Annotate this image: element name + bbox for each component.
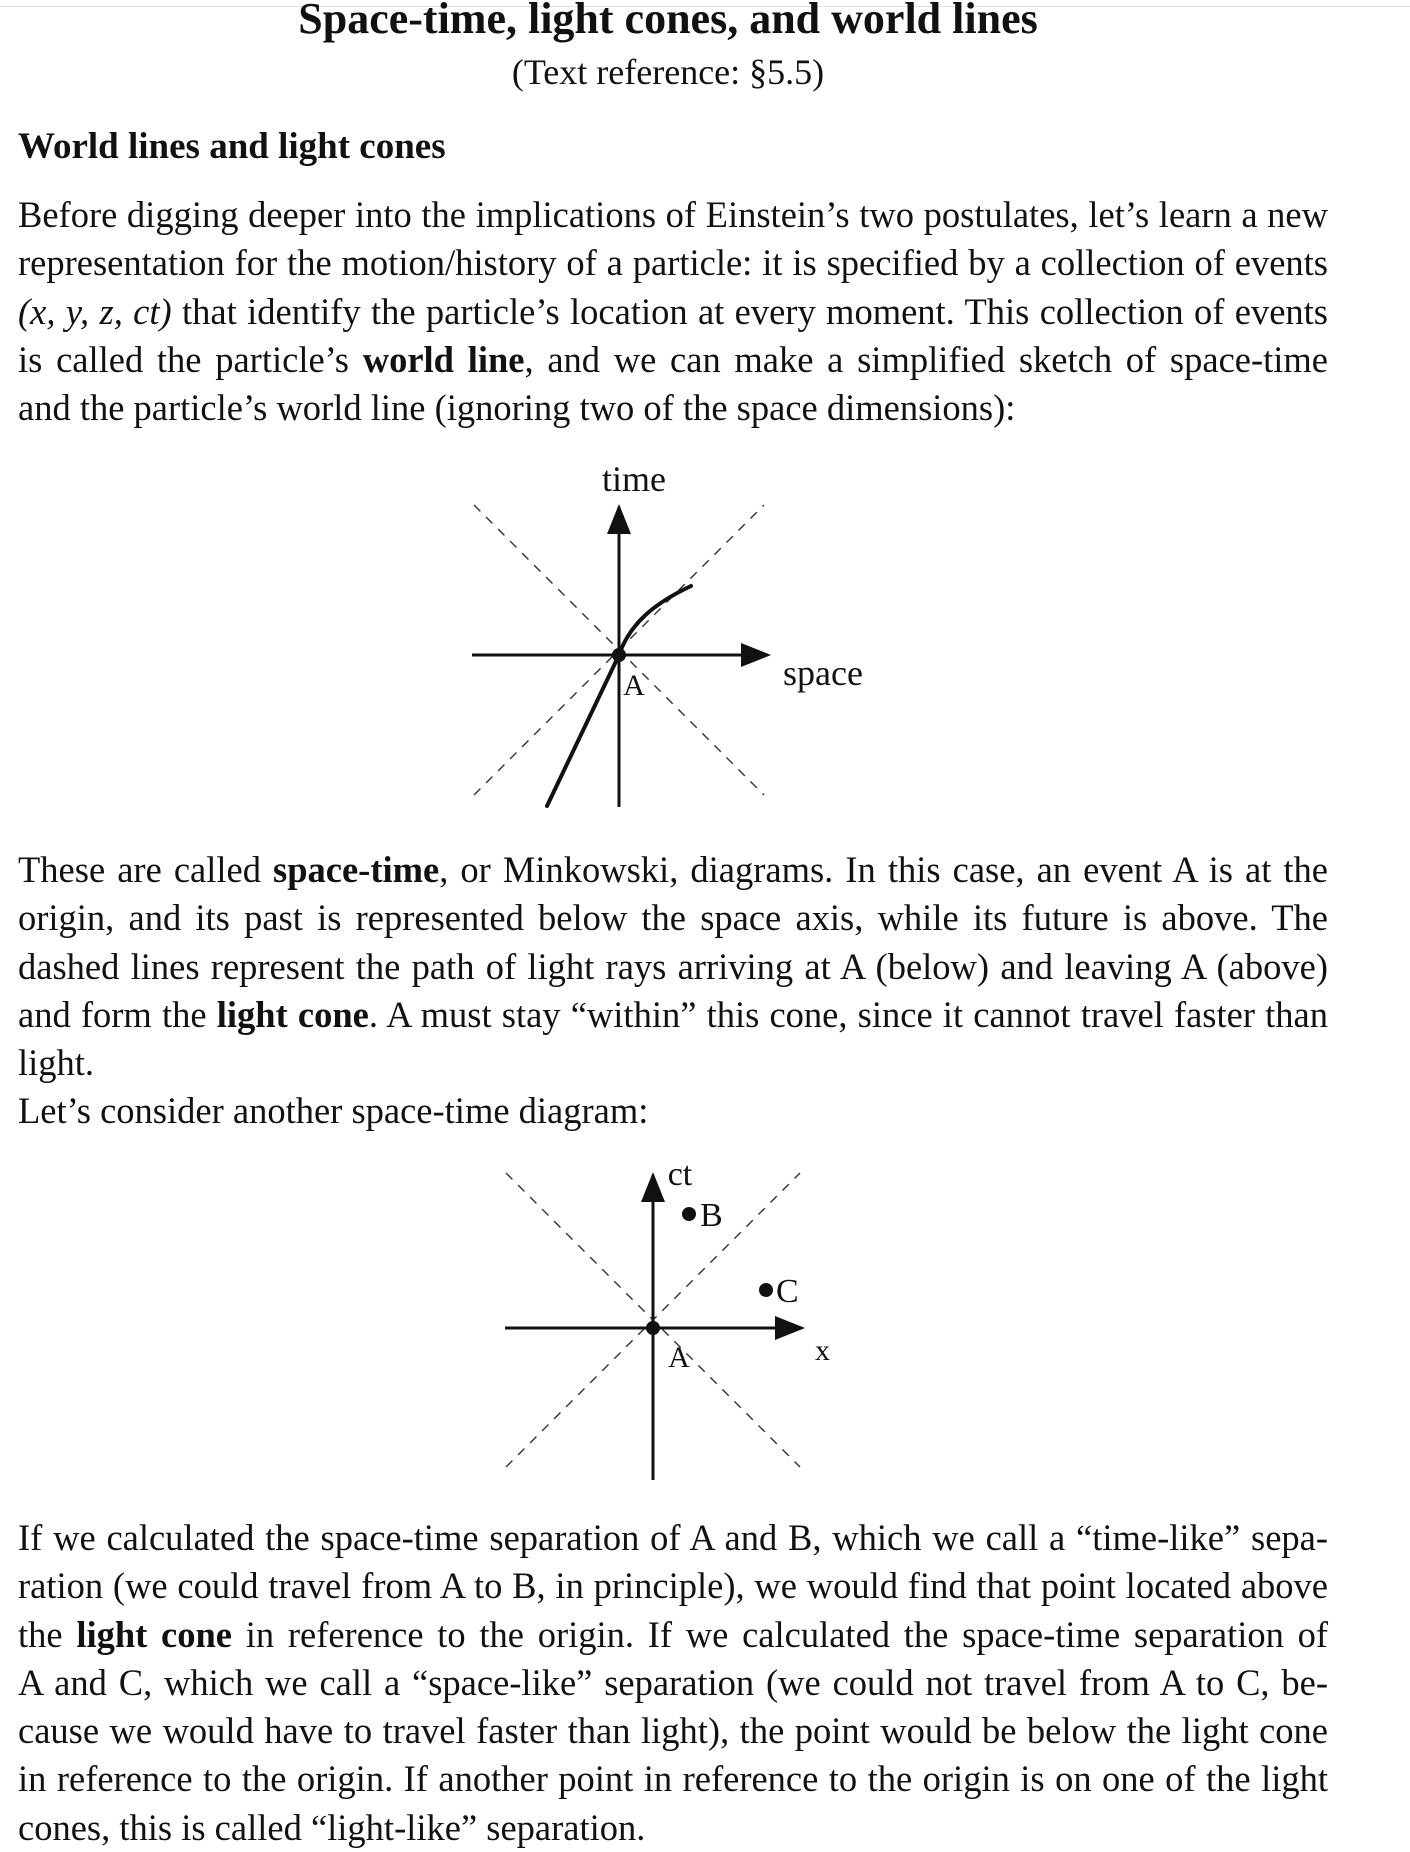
term-world-line: world line bbox=[362, 338, 525, 380]
event-coordinates-math: (x, y, z, ct) bbox=[18, 290, 172, 332]
ct-axis-label: ct bbox=[667, 1156, 693, 1193]
para2-line-6: Let’s consider another space-time diagram: bbox=[18, 1090, 649, 1132]
para1-line-2: representation for the motion/history of a particle: it is specified by a collection of events bbox=[18, 242, 1328, 284]
paragraph-separations bbox=[18, 1514, 1328, 1852]
world-line-diagram-svg bbox=[460, 455, 880, 815]
para2-line-4-end: . A must stay “within” this cone, since it cannot travel faster than bbox=[368, 993, 1329, 1035]
separation-diagram-svg bbox=[490, 1155, 850, 1485]
event-b-dot bbox=[682, 1207, 696, 1221]
page-subtitle: (Text reference: §5.5) bbox=[511, 52, 825, 92]
para3-line-1: If we calculated the space-time separation of A and B, which we call a “time-like” sepa- bbox=[18, 1517, 1328, 1558]
para2-line-4-start: and form the bbox=[18, 993, 217, 1035]
x-axis-label: x bbox=[815, 1334, 830, 1367]
para3-line-3 bbox=[18, 1611, 1328, 1659]
event-a-dot-2 bbox=[646, 1321, 660, 1335]
event-b-label: B bbox=[700, 1197, 723, 1234]
para2-line-4 bbox=[18, 991, 1328, 1039]
paragraph-world-line-intro bbox=[18, 191, 1328, 432]
term-space-time: space-time bbox=[273, 849, 440, 890]
para1-line-5: and the particle’s world line (ignoring two of the space dimensions): bbox=[18, 387, 1016, 429]
space-axis-label: space bbox=[783, 653, 863, 693]
para3-line-5: cause we would have to travel faster than light), the point would be below the light cone bbox=[18, 1710, 1328, 1752]
event-c-dot bbox=[759, 1283, 773, 1297]
para3-line-3-end: in reference to the origin. If we calculated the space-time separation of bbox=[232, 1613, 1328, 1655]
para3-line-7: cones, this is called “light-like” separation. bbox=[18, 1806, 646, 1848]
section-heading: World lines and light cones bbox=[18, 126, 446, 167]
para1-line-4-end: , and we can make a simplified sketch of space-time bbox=[524, 338, 1329, 380]
para1-line-4-start: is called the particle’s bbox=[18, 338, 363, 380]
term-light-cone: light cone bbox=[216, 993, 369, 1035]
para3-line-6: in reference to the origin. If another point in reference to the origin is on one of the light bbox=[18, 1758, 1328, 1800]
para2-line-5: light. bbox=[18, 1042, 95, 1084]
para1-line-3-text: that identify the particle’s location at every moment. This collection of events bbox=[171, 290, 1328, 332]
world-line-diagram bbox=[460, 455, 880, 815]
para2-line-1-start: These are called bbox=[18, 849, 274, 890]
para3-line-4: A and C, which we call a “space-like” separation (we could not travel from A to C, be- bbox=[18, 1661, 1328, 1703]
para2-line-2: origin, and its past is represented below the space axis, while its future is above. The bbox=[18, 897, 1328, 939]
event-a-label-2: A bbox=[668, 1341, 690, 1374]
para2-line-3: dashed lines represent the path of light rays arriving at A (below) and leaving A (above) bbox=[18, 945, 1328, 987]
para1-line-4 bbox=[18, 336, 1328, 384]
paragraph-minkowski bbox=[18, 846, 1328, 1136]
para3-line-3-start: the bbox=[18, 1613, 77, 1655]
para2-line-1 bbox=[18, 846, 1328, 894]
event-c-label: C bbox=[776, 1273, 799, 1310]
page-title: Space-time, light cones, and world lines bbox=[298, 0, 1038, 43]
term-light-cone-2: light cone bbox=[76, 1613, 232, 1655]
para3-line-2: ration (we could travel from A to B, in principle), we would find that point located above bbox=[18, 1565, 1328, 1607]
event-a-label: A bbox=[623, 669, 645, 702]
event-a-dot bbox=[612, 648, 626, 662]
para1-line-3 bbox=[18, 288, 1328, 336]
para1-line-1: Before digging deeper into the implications of Einstein’s two postulates, let’s learn a new bbox=[18, 194, 1328, 235]
separation-diagram bbox=[490, 1155, 850, 1485]
time-axis-label: time bbox=[602, 459, 666, 499]
para2-line-1-end: , or Minkowski, diagrams. In this case, an event A is at the bbox=[439, 849, 1329, 890]
